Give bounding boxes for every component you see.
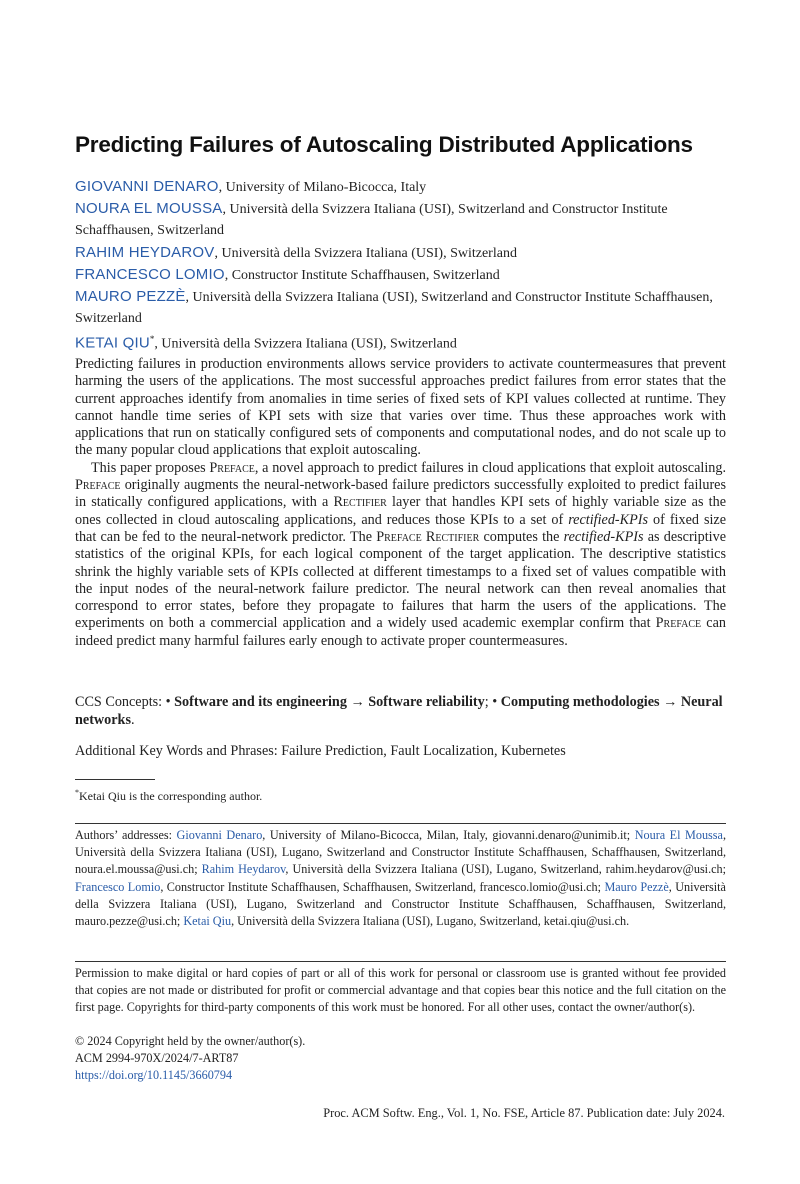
preface-name: Preface (209, 459, 255, 476)
acm-identifier: ACM 2994-970X/2024/7-ART87 (75, 1051, 239, 1065)
footnote-text: Ketai Qiu is the corresponding author. (79, 789, 263, 803)
rectifier-name: Rectifier (333, 494, 387, 511)
publication-info-footer: Proc. ACM Softw. Eng., Vol. 1, No. FSE, Article 87. Publication date: July 2024. (323, 1106, 725, 1120)
footnote-divider (75, 779, 155, 780)
ccs-concept: Software and its engineering (174, 694, 347, 710)
paper-title: Predicting Failures of Autoscaling Distributed Applications (75, 132, 693, 157)
author-entry (75, 329, 730, 355)
author-affiliation: , Università della Svizzera Italiana (USI), Switzerland and Constructor Institute Schaffhausen, Switzerland (75, 202, 668, 239)
author-affiliation: , Università della Svizzera Italiana (USI), Switzerland and Constructor Institute Schaffhausen, Switzerland (75, 290, 713, 327)
author-name[interactable]: NOURA EL MOUSSA (75, 200, 223, 218)
footnote (75, 785, 262, 804)
author-entry (75, 176, 730, 198)
author-link[interactable]: Mauro Pezzè (604, 879, 669, 894)
ccs-concept: Computing methodologies (500, 694, 660, 710)
publication-meta (75, 1033, 305, 1084)
addresses-divider (75, 823, 726, 824)
author-affiliation: , Constructor Institute Schaffhausen, Switzerland (224, 267, 500, 283)
doi-link[interactable]: https://doi.org/10.1145/3660794 (75, 1068, 233, 1082)
author-entry (75, 242, 730, 264)
author-link[interactable]: Francesco Lomio (75, 879, 161, 894)
abstract-paragraph-1: Predicting failures in production environments allows service providers to activate countermeasures that prevent harming the users of the applications. The most successful approaches predict failures from error states that the current approaches identify from anomalies in time series of fixed sets of KPI values collected at runtime. They cannot handle time series of KPI sets with size that varies over time. Thus these approaches work with applications that run on statically configured sets of components and computational nodes, and do not scale up to the many popular cloud applications that exploit autoscaling. (75, 356, 726, 459)
permission-notice: Permission to make digital or hard copies of part or all of this work for personal or classroom use is granted without fee provided that copies are not made or distributed for profit or commercial advantage and that copies bear this notice and the full citation on the first page. Copyrights for third-party components of this work must be honored. For all other uses, contact the owner/author(s). (75, 966, 726, 1014)
author-affiliation: , Università della Svizzera Italiana (USI), Switzerland (154, 337, 457, 353)
author-addresses: Authors’ addresses: Giovanni Denaro, University of Milano-Bicocca, Milan, Italy, giovanni.denaro@unimib.it; Noura El Moussa, Università della Svizzera Italiana (USI), Lugano, Switzerland and Constructor Institute Schaffhausen, Schaffhausen, Switzerland, noura.el.moussa@usi.ch; Rahim Heydarov, Università della Svizzera Italiana (USI), Lugano, Switzerland, rahim.heydarov@usi.ch; Francesco Lomio, Constructor Institute Schaffhausen, Schaffhausen, Switzerland, francesco.lomio@usi.ch; Mauro Pezzè, Università della Svizzera Italiana (USI), Lugano, Switzerland and Constructor Institute Schaffhausen, Schaffhausen, Switzerland, mauro.pezze@usi.ch; Ketai Qiu, Università della Svizzera Italiana (USI), Lugano, Switzerland, ketai.qiu@usi.ch. (75, 828, 727, 929)
author-name[interactable]: FRANCESCO LOMIO (75, 265, 225, 283)
author-name[interactable]: GIOVANNI DENARO (75, 178, 219, 195)
author-link[interactable]: Rahim Heydarov (201, 862, 286, 877)
rectified-kpis-term: rectified-KPIs (563, 528, 644, 545)
author-link[interactable]: Ketai Qiu (183, 914, 232, 929)
rectified-kpis-term: rectified-KPIs (568, 511, 649, 528)
author-entry (75, 286, 730, 329)
author-link[interactable]: Giovanni Denaro (176, 828, 263, 842)
permission-divider (75, 961, 726, 962)
author-link[interactable]: Noura El Moussa (634, 828, 723, 842)
keywords: Additional Key Words and Phrases: Failure Prediction, Fault Localization, Kubernetes (75, 743, 566, 759)
author-affiliation: , Università della Svizzera Italiana (USI), Switzerland (214, 245, 517, 261)
preface-name: Preface (655, 615, 702, 632)
author-affiliation: , University of Milano-Bicocca, Italy (218, 180, 427, 195)
ccs-concept: Neural networks (75, 694, 723, 728)
author-name[interactable]: RAHIM HEYDAROV (75, 243, 215, 261)
ccs-concept: Software reliability (368, 694, 485, 710)
author-entry (75, 198, 730, 241)
abstract (75, 356, 726, 650)
preface-rectifier-name: Preface Rectifier (376, 528, 480, 545)
author-entry (75, 264, 730, 286)
corresponding-author-marker[interactable]: * (149, 334, 155, 345)
footnote-marker: * (75, 788, 79, 797)
preface-name: Preface (75, 477, 121, 494)
author-list (75, 176, 730, 355)
ccs-concepts: CCS Concepts: • Software and its engineering → Software reliability; • Computing methodologies → Neural networks. (75, 694, 723, 728)
author-name[interactable]: KETAI QIU (75, 335, 150, 353)
abstract-paragraph-2: This paper proposes Preface, a novel approach to predict failures in cloud applications that exploit autoscaling. Preface originally augments the neural-network-based failure predictors successfully exploited to predict failures in statically configured applications, with a Rectifier layer that handles KPI sets of highly variable size as the ones collected in cloud autoscaling applications, and reduces those KPIs to a set of rectified-KPIs of fixed size that can be fed to the neural-network predictor. The Preface Rectifier computes the rectified-KPIs as descriptive statistics of the original KPIs, for each logical component of the target application. The descriptive statistics shrink the highly variable sets of KPIs collected at different timestamps to a fixed set of values compatible with the input nodes of the neural-network failure predictor. The neural network can then reveal anomalies that correspond to error states, before they propagate to failures that harm the users of the applications. The experiments on both a commercial application and a widely used academic exemplar confirm that Preface can indeed predict many harmful failures early enough to activate proper countermeasures. (75, 459, 726, 649)
author-name[interactable]: MAURO PEZZÈ (75, 288, 186, 306)
copyright-line: © 2024 Copyright held by the owner/author(s). (75, 1034, 306, 1048)
